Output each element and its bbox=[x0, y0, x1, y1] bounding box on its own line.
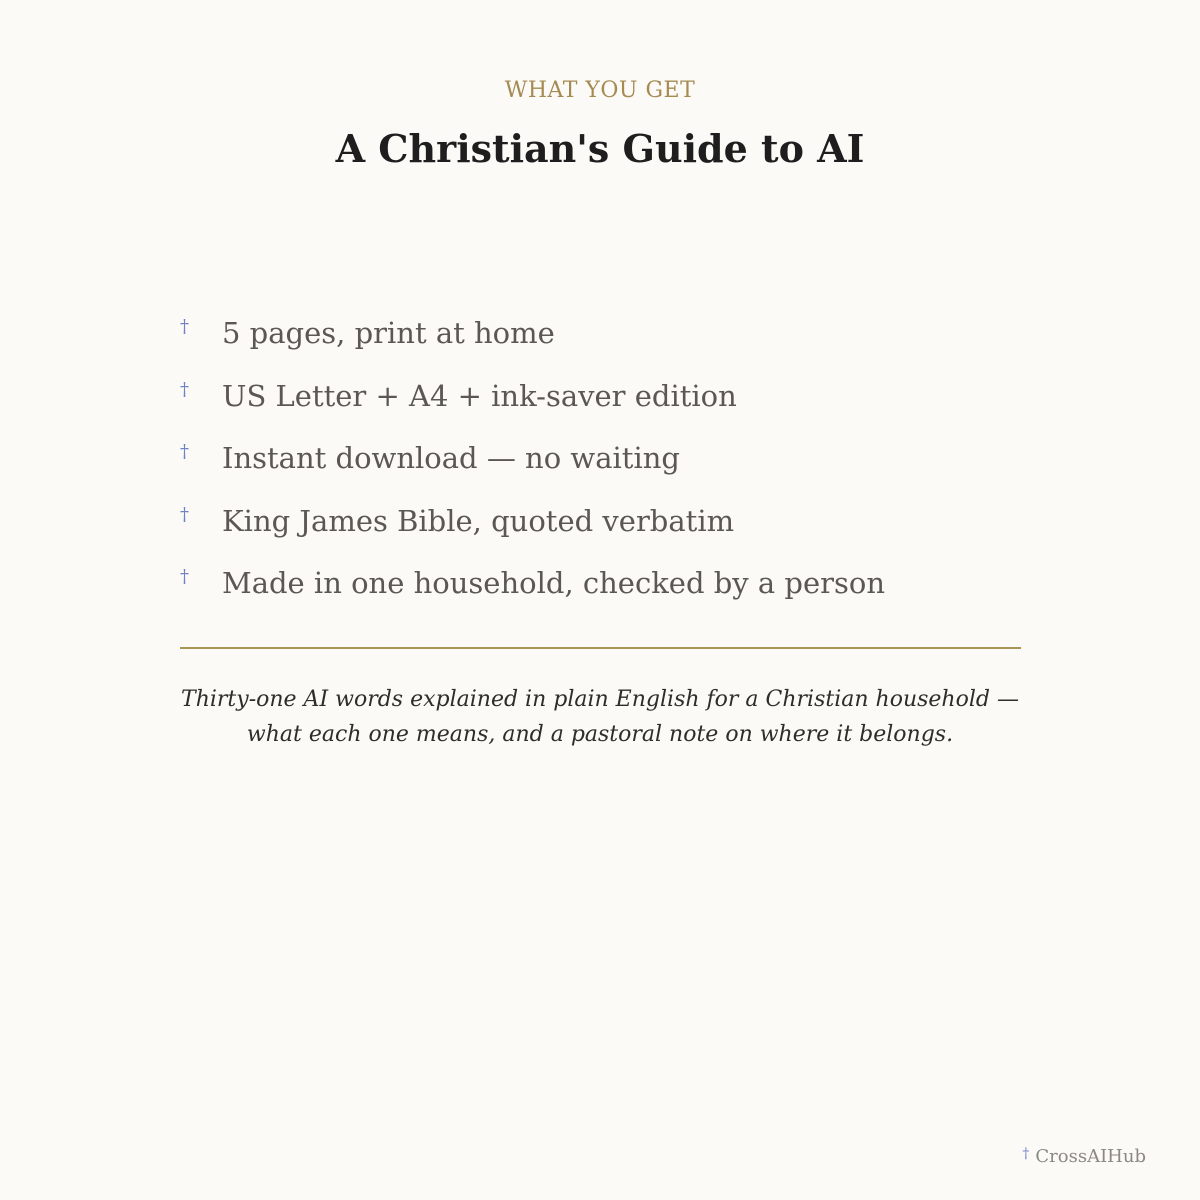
cross-icon: † bbox=[180, 378, 189, 400]
list-item bbox=[180, 312, 1020, 375]
brand-mark bbox=[1022, 1146, 1146, 1167]
section-eyebrow: WHAT YOU GET bbox=[504, 78, 696, 103]
list-item bbox=[180, 562, 1020, 625]
cross-icon: † bbox=[180, 316, 189, 337]
feature-text: Instant download — no waiting bbox=[222, 441, 680, 475]
feature-text: 5 pages, print at home bbox=[222, 316, 555, 350]
feature-list bbox=[180, 312, 1020, 625]
feature-text: US Letter + A4 + ink-saver edition bbox=[222, 378, 737, 413]
divider bbox=[180, 647, 1021, 649]
cross-icon: † bbox=[180, 503, 189, 525]
feature-text: Made in one household, checked by a person bbox=[222, 566, 886, 600]
brand-name: CrossAIHub bbox=[1035, 1146, 1146, 1167]
description-text: Thirty-one AI words explained in plain English for a Christian household — what each one means, and a pastoral note on where it belongs. bbox=[181, 687, 1019, 747]
feature-text: King James Bible, quoted verbatim bbox=[222, 503, 735, 538]
cross-icon: † bbox=[180, 441, 189, 462]
cross-icon: † bbox=[180, 566, 189, 587]
list-item bbox=[180, 500, 1020, 563]
list-item bbox=[180, 375, 1020, 438]
cross-icon: † bbox=[1022, 1146, 1030, 1162]
list-item bbox=[180, 437, 1020, 500]
page-title: A Christian's Guide to AI bbox=[335, 126, 865, 171]
